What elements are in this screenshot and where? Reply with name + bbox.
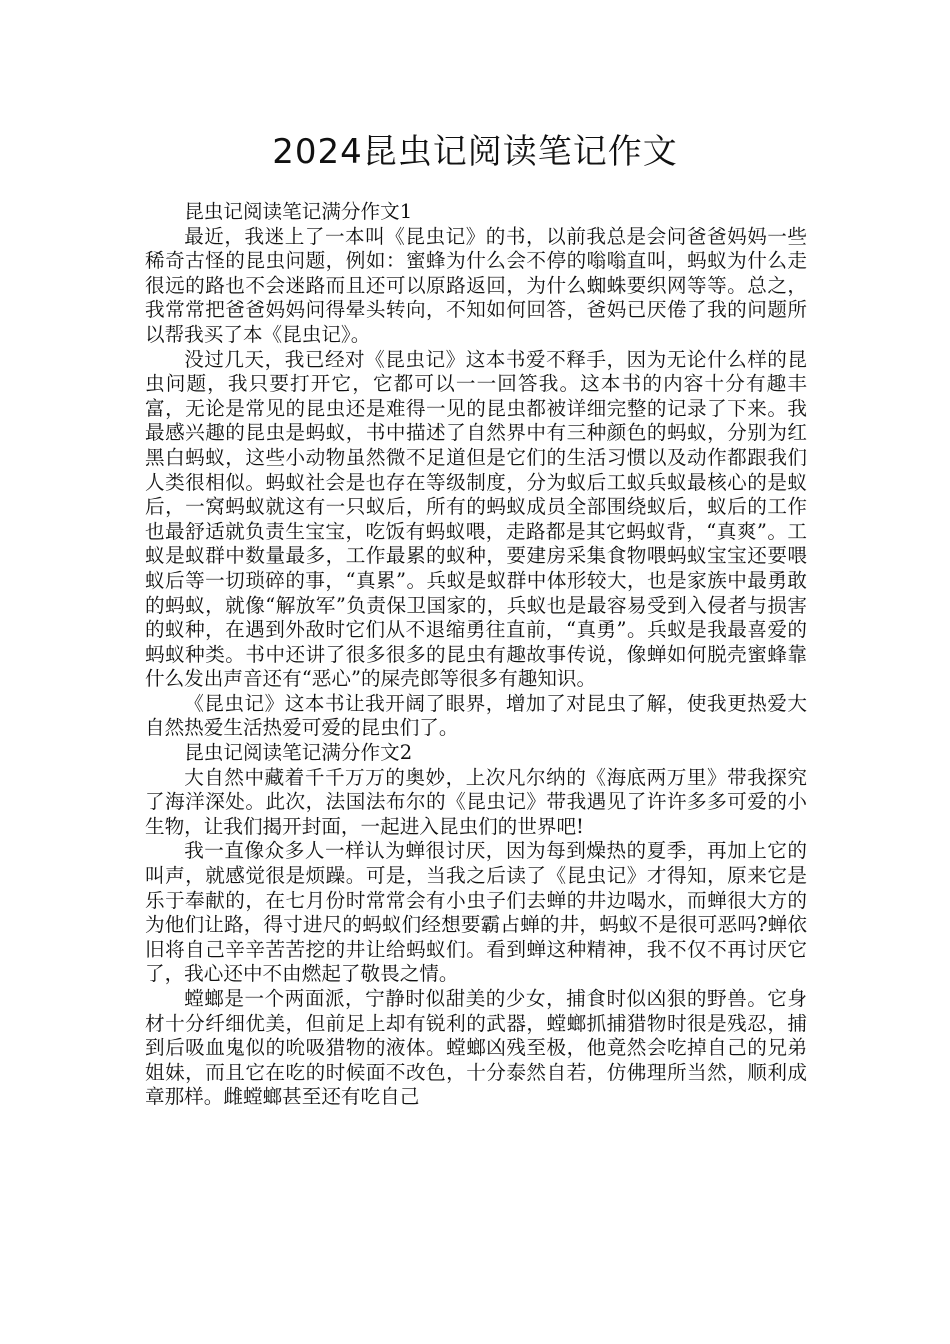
document-body (145, 200, 807, 1110)
body-paragraph: 大自然中藏着千千万万的奥妙，上次凡尔纳的《海底两万里》带我探究了海洋深处。此次，法国法布尔的《昆虫记》带我遇见了许许多多可爱的小生物，让我们揭开封面，一起进入昆虫们的世界吧! (145, 765, 807, 838)
section-heading: 昆虫记阅读笔记满分作文2 (184, 741, 413, 765)
body-paragraph: 《昆虫记》这本书让我开阔了眼界，增加了对昆虫了解，使我更热爱大自然热爱生活热爱可爱的昆虫们了。 (145, 691, 807, 740)
document-title: 2024昆虫记阅读笔记作文 (272, 132, 678, 172)
body-paragraph: 我一直像众多人一样认为蝉很讨厌，因为每到燥热的夏季，再加上它的叫声，就感觉很是烦躁。可是，当我之后读了《昆虫记》才得知，原来它是乐于奉献的，在七月份时常常会有小虫子们去蝉的井边喝水，而蝉很大方的为他们让路，得寸进尺的蚂蚁们经想要霸占蝉的井，蚂蚁不是很可恶吗?蝉依旧将自己辛辛苦苦挖的井让给蚂蚁们。看到蝉这种精神，我不仅不再讨厌它了，我心还中不由燃起了敬畏之情。 (145, 839, 807, 986)
body-paragraph: 最近，我迷上了一本叫《昆虫记》的书，以前我总是会问爸爸妈妈一些稀奇古怪的昆虫问题，例如：蜜蜂为什么会不停的嗡嗡直叫，蚂蚁为什么走很远的路也不会迷路而且还可以原路返回，为什么蜘蛛要织网等等。总之，我常常把爸爸妈妈问得晕头转向，不知如何回答，爸妈已厌倦了我的问题所以帮我买了本《昆虫记》。 (145, 224, 807, 346)
body-paragraph: 螳螂是一个两面派，宁静时似甜美的少女，捕食时似凶狠的野兽。它身材十分纤细优美，但前足上却有锐利的武器，螳螂抓捕猎物时很是残忍，捕到后吸血鬼似的吮吸猎物的液体。螳螂凶残至极，他竟然会吃掉自己的兄弟姐妹，而且它在吃的时候面不改色，十分泰然自若，仿佛理所当然，顺利成章那样。雌螳螂甚至还有吃自己 (145, 987, 807, 1109)
body-paragraph: 没过几天，我已经对《昆虫记》这本书爱不释手，因为无论什么样的昆虫问题，我只要打开它，它都可以一一回答我。这本书的内容十分有趣丰富，无论是常见的昆虫还是难得一见的昆虫都被详细完整的记录了下来。我最感兴趣的昆虫是蚂蚁，书中描述了自然界中有三种颜色的蚂蚁，分别为红黑白蚂蚁，这些小动物虽然微不足道但是它们的生活习惯以及动作都跟我们人类很相似。蚂蚁社会是也存在等级制度，分为蚁后工蚁兵蚁最核心的是蚁后，一窝蚂蚁就这有一只蚁后，所有的蚂蚁成员全部围绕蚁后，蚁后的工作也最舒适就负责生宝宝，吃饭有蚂蚁喂，走路都是其它蚂蚁背，“真爽”。工蚁是蚁群中数量最多，工作最累的蚁种，要建房采集食物喂蚂蚁宝宝还要喂蚁后等一切琐碎的事，“真累”。兵蚁是蚁群中体形较大，也是家族中最勇敢的蚂蚁，就像“解放军”负责保卫国家的，兵蚁也是最容易受到入侵者与损害的蚁种，在遇到外敌时它们从不退缩勇往直前，“真勇”。兵蚁是我最喜爱的蚂蚁种类。书中还讲了很多很多的昆虫有趣故事传说，像蝉如何脱壳蜜蜂靠什么发出声音还有“恶心”的屎壳郎等很多有趣知识。 (145, 347, 807, 691)
section-heading: 昆虫记阅读笔记满分作文1 (184, 200, 413, 223)
